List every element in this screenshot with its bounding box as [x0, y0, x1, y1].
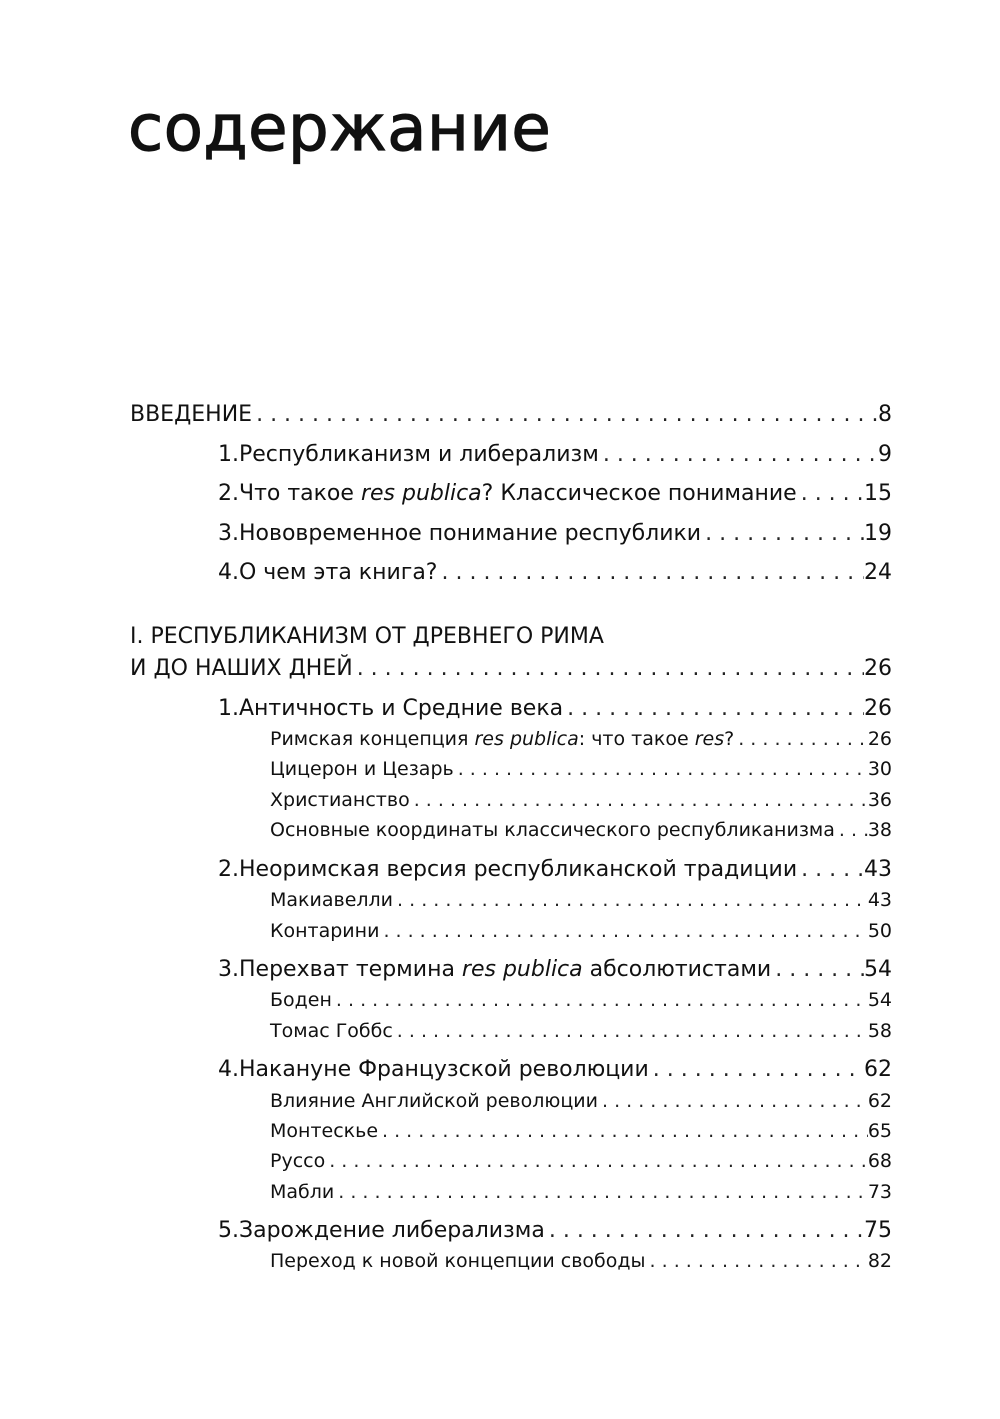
- toc-entry-label: Зарождение либерализма: [239, 1218, 545, 1243]
- toc-subentry-label: Мабли: [270, 1181, 335, 1203]
- toc-entry-number: 1.: [218, 442, 239, 467]
- toc-page-number: 9: [878, 442, 892, 467]
- toc-entry-label: Накануне Французской революции: [239, 1057, 649, 1082]
- dot-leader: [598, 1090, 868, 1112]
- toc-subentry[interactable]: [270, 920, 892, 942]
- toc-entry-label: Античность и Средние века: [239, 696, 564, 721]
- toc-page-number: 26: [864, 696, 892, 721]
- toc-entry[interactable]: [218, 957, 892, 982]
- dot-leader: [252, 402, 878, 427]
- label-part: Римская концепция: [270, 728, 475, 750]
- toc-page-number: 73: [867, 1181, 892, 1203]
- toc-page-number: 38: [867, 819, 892, 841]
- toc-subentry-label: Цицерон и Цезарь: [270, 758, 454, 780]
- toc-page-number: 82: [867, 1250, 892, 1272]
- toc-page-number: 54: [867, 989, 892, 1011]
- toc-subentry-label: Христианство: [270, 789, 410, 811]
- dot-leader: [771, 957, 864, 982]
- dot-leader: [332, 989, 868, 1011]
- toc-entry-label: [239, 481, 797, 506]
- toc-page-number: 15: [864, 481, 892, 506]
- toc-subentry[interactable]: [270, 989, 892, 1011]
- toc-part-label: И ДО НАШИХ ДНЕЙ: [130, 656, 353, 681]
- dot-leader: [454, 758, 868, 780]
- toc-entry-label: Неоримская версия республиканской традиции: [239, 857, 798, 882]
- toc-entry-number: 3.: [218, 521, 239, 546]
- dot-leader: [410, 789, 868, 811]
- toc-subentry[interactable]: [270, 889, 892, 911]
- toc-subentry[interactable]: [270, 819, 892, 841]
- label-italic-part: res publica: [360, 481, 482, 506]
- toc-page-number: 26: [867, 728, 892, 750]
- dot-leader: [393, 889, 868, 911]
- toc-subentry-label: Руссо: [270, 1150, 326, 1172]
- toc-entry[interactable]: [218, 481, 892, 506]
- toc-page-number: 62: [867, 1090, 892, 1112]
- toc-subentry[interactable]: [270, 758, 892, 780]
- label-part: ?: [724, 728, 735, 750]
- label-italic-part: res publica: [461, 957, 583, 982]
- dot-leader: [701, 521, 864, 546]
- toc-subentry[interactable]: [270, 1250, 892, 1272]
- toc-page-number: 58: [867, 1020, 892, 1042]
- toc-entry[interactable]: [218, 696, 892, 721]
- toc-page-number: 65: [867, 1120, 892, 1142]
- toc-subentry[interactable]: [270, 1020, 892, 1042]
- page-title: содержание: [128, 92, 552, 166]
- label-part: абсолютистами: [582, 957, 772, 982]
- toc-entry-part1[interactable]: [130, 656, 892, 681]
- toc-subentry-label: Макиавелли: [270, 889, 394, 911]
- toc-entry-label: Нововременное понимание республики: [239, 521, 702, 546]
- toc-page-number: 43: [864, 857, 892, 882]
- toc-page-number: 50: [867, 920, 892, 942]
- dot-leader: [325, 1150, 868, 1172]
- label-italic-part: res publica: [474, 728, 579, 750]
- toc-entry-number: 2.: [218, 857, 239, 882]
- dot-leader: [797, 857, 864, 882]
- toc-page-number: 54: [864, 957, 892, 982]
- dot-leader: [797, 481, 864, 506]
- toc-page-number: 8: [878, 402, 892, 427]
- dot-leader: [437, 560, 864, 585]
- toc-page-number: 43: [867, 889, 892, 911]
- toc-entry-number: 1.: [218, 696, 239, 721]
- dot-leader: [599, 442, 878, 467]
- toc-part-heading-line1: [130, 624, 892, 649]
- toc-entry-number: 4.: [218, 560, 239, 585]
- toc-page-number: 36: [867, 789, 892, 811]
- toc-page-number: 19: [864, 521, 892, 546]
- toc-subentry[interactable]: [270, 789, 892, 811]
- toc-entry-label: О чем эта книга?: [239, 560, 438, 585]
- toc-part-label: I. РЕСПУБЛИКАНИЗМ ОТ ДРЕВНЕГО РИМА: [130, 624, 604, 649]
- toc-page-number: 75: [864, 1218, 892, 1243]
- toc-entry[interactable]: [218, 442, 892, 467]
- toc-entry-intro[interactable]: [130, 402, 892, 427]
- toc-entry[interactable]: [218, 521, 892, 546]
- toc-subentry[interactable]: [270, 1181, 892, 1203]
- toc-entry-label: Республиканизм и либерализм: [239, 442, 599, 467]
- toc-entry-label: [239, 957, 771, 982]
- dot-leader: [563, 696, 864, 721]
- toc-subentry[interactable]: [270, 1120, 892, 1142]
- toc-entry-number: 5.: [218, 1218, 239, 1243]
- toc-entry-number: 3.: [218, 957, 239, 982]
- dot-leader: [545, 1218, 864, 1243]
- dot-leader: [646, 1250, 868, 1272]
- toc-page-number: 68: [867, 1150, 892, 1172]
- toc-subentry-label: Переход к новой концепции свободы: [270, 1250, 646, 1272]
- toc-entry-number: 2.: [218, 481, 239, 506]
- toc-page-number: 30: [867, 758, 892, 780]
- dot-leader: [379, 920, 867, 942]
- dot-leader: [353, 656, 864, 681]
- toc-entry[interactable]: [218, 560, 892, 585]
- toc-subentry[interactable]: [270, 728, 892, 750]
- toc-subentry-label: Контарини: [270, 920, 380, 942]
- label-italic-part: res: [694, 728, 725, 750]
- toc-subentry-label: Монтескье: [270, 1120, 379, 1142]
- label-part: Что такое: [239, 481, 361, 506]
- dot-leader: [378, 1120, 868, 1142]
- toc-entry[interactable]: [218, 857, 892, 882]
- toc-subentry[interactable]: [270, 1090, 892, 1112]
- toc-subentry-label: Боден: [270, 989, 332, 1011]
- dot-leader: [649, 1057, 864, 1082]
- toc-entry[interactable]: [218, 1218, 892, 1243]
- dot-leader: [334, 1181, 868, 1203]
- toc-page-number: 24: [864, 560, 892, 585]
- label-part: Перехват термина: [239, 957, 462, 982]
- dot-leader: [393, 1020, 868, 1042]
- toc-subentry-label: Томас Гоббс: [270, 1020, 393, 1042]
- toc-subentry-label: [270, 728, 734, 750]
- toc-entry-label: ВВЕДЕНИЕ: [130, 402, 253, 427]
- label-part: : что такое: [578, 728, 695, 750]
- toc-entry[interactable]: [218, 1057, 892, 1082]
- dot-leader: [835, 819, 868, 841]
- label-part: ? Классическое понимание: [481, 481, 797, 506]
- toc-subentry[interactable]: [270, 1150, 892, 1172]
- toc-subentry-label: Основные координаты классического республиканизма: [270, 819, 835, 841]
- toc-page-number: 26: [864, 656, 892, 681]
- dot-leader: [734, 728, 868, 750]
- toc-subentry-label: Влияние Английской революции: [270, 1090, 598, 1112]
- toc-entry-number: 4.: [218, 1057, 239, 1082]
- toc-page-number: 62: [864, 1057, 892, 1082]
